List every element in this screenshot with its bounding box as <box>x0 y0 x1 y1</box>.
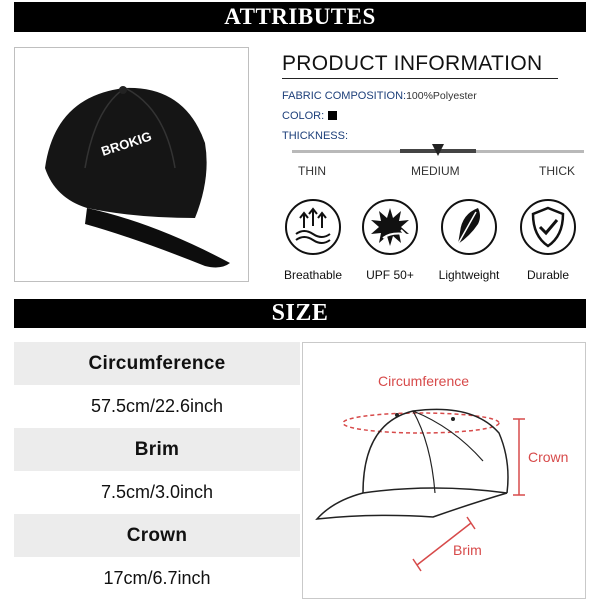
size-header-crown: Crown <box>14 514 300 557</box>
fabric-row <box>282 90 477 102</box>
feature-lightweight <box>434 198 504 282</box>
shield-check-icon <box>519 198 577 256</box>
fabric-value: 100%Polyester <box>406 90 477 102</box>
feature-label: Durable <box>526 268 570 282</box>
diagram-crown-label: Crown <box>528 449 569 465</box>
fabric-label: FABRIC COMPOSITION: <box>282 90 407 102</box>
feature-label: Lightweight <box>438 268 500 282</box>
cap-brand-text: BROKIG <box>99 128 154 159</box>
feature-label: Breathable <box>283 268 343 282</box>
thickness-scale <box>292 150 584 153</box>
color-swatch <box>328 111 337 120</box>
product-photo <box>14 47 249 282</box>
size-value-crown: 17cm/6.7inch <box>14 557 300 600</box>
size-value-brim: 7.5cm/3.0inch <box>14 471 300 514</box>
feather-icon <box>440 198 498 256</box>
thickness-thin: THIN <box>298 164 326 178</box>
breathable-icon <box>284 198 342 256</box>
feature-breathable <box>278 198 348 282</box>
product-info-title: PRODUCT INFORMATION <box>282 52 558 79</box>
thickness-label: THICKNESS: <box>282 130 349 142</box>
size-table <box>14 342 300 600</box>
attributes-heading: ATTRIBUTES <box>14 2 586 32</box>
feature-durable <box>513 198 583 282</box>
color-row <box>282 110 337 122</box>
size-value-circumference: 57.5cm/22.6inch <box>14 385 300 428</box>
thickness-medium: MEDIUM <box>411 164 460 178</box>
color-label: COLOR: <box>282 110 325 122</box>
cap-photo-illustration <box>15 48 249 282</box>
size-heading: SIZE <box>14 299 586 328</box>
diagram-brim-label: Brim <box>453 542 482 558</box>
size-header-brim: Brim <box>14 428 300 471</box>
diagram-circumference-label: Circumference <box>378 373 470 389</box>
feature-upf <box>355 198 425 282</box>
sun-icon <box>361 198 419 256</box>
thickness-pointer-icon <box>432 144 444 156</box>
size-diagram <box>302 342 586 599</box>
thickness-thick: THICK <box>539 164 575 178</box>
feature-label: UPF 50+ <box>366 268 414 282</box>
size-header-circumference: Circumference <box>14 342 300 385</box>
